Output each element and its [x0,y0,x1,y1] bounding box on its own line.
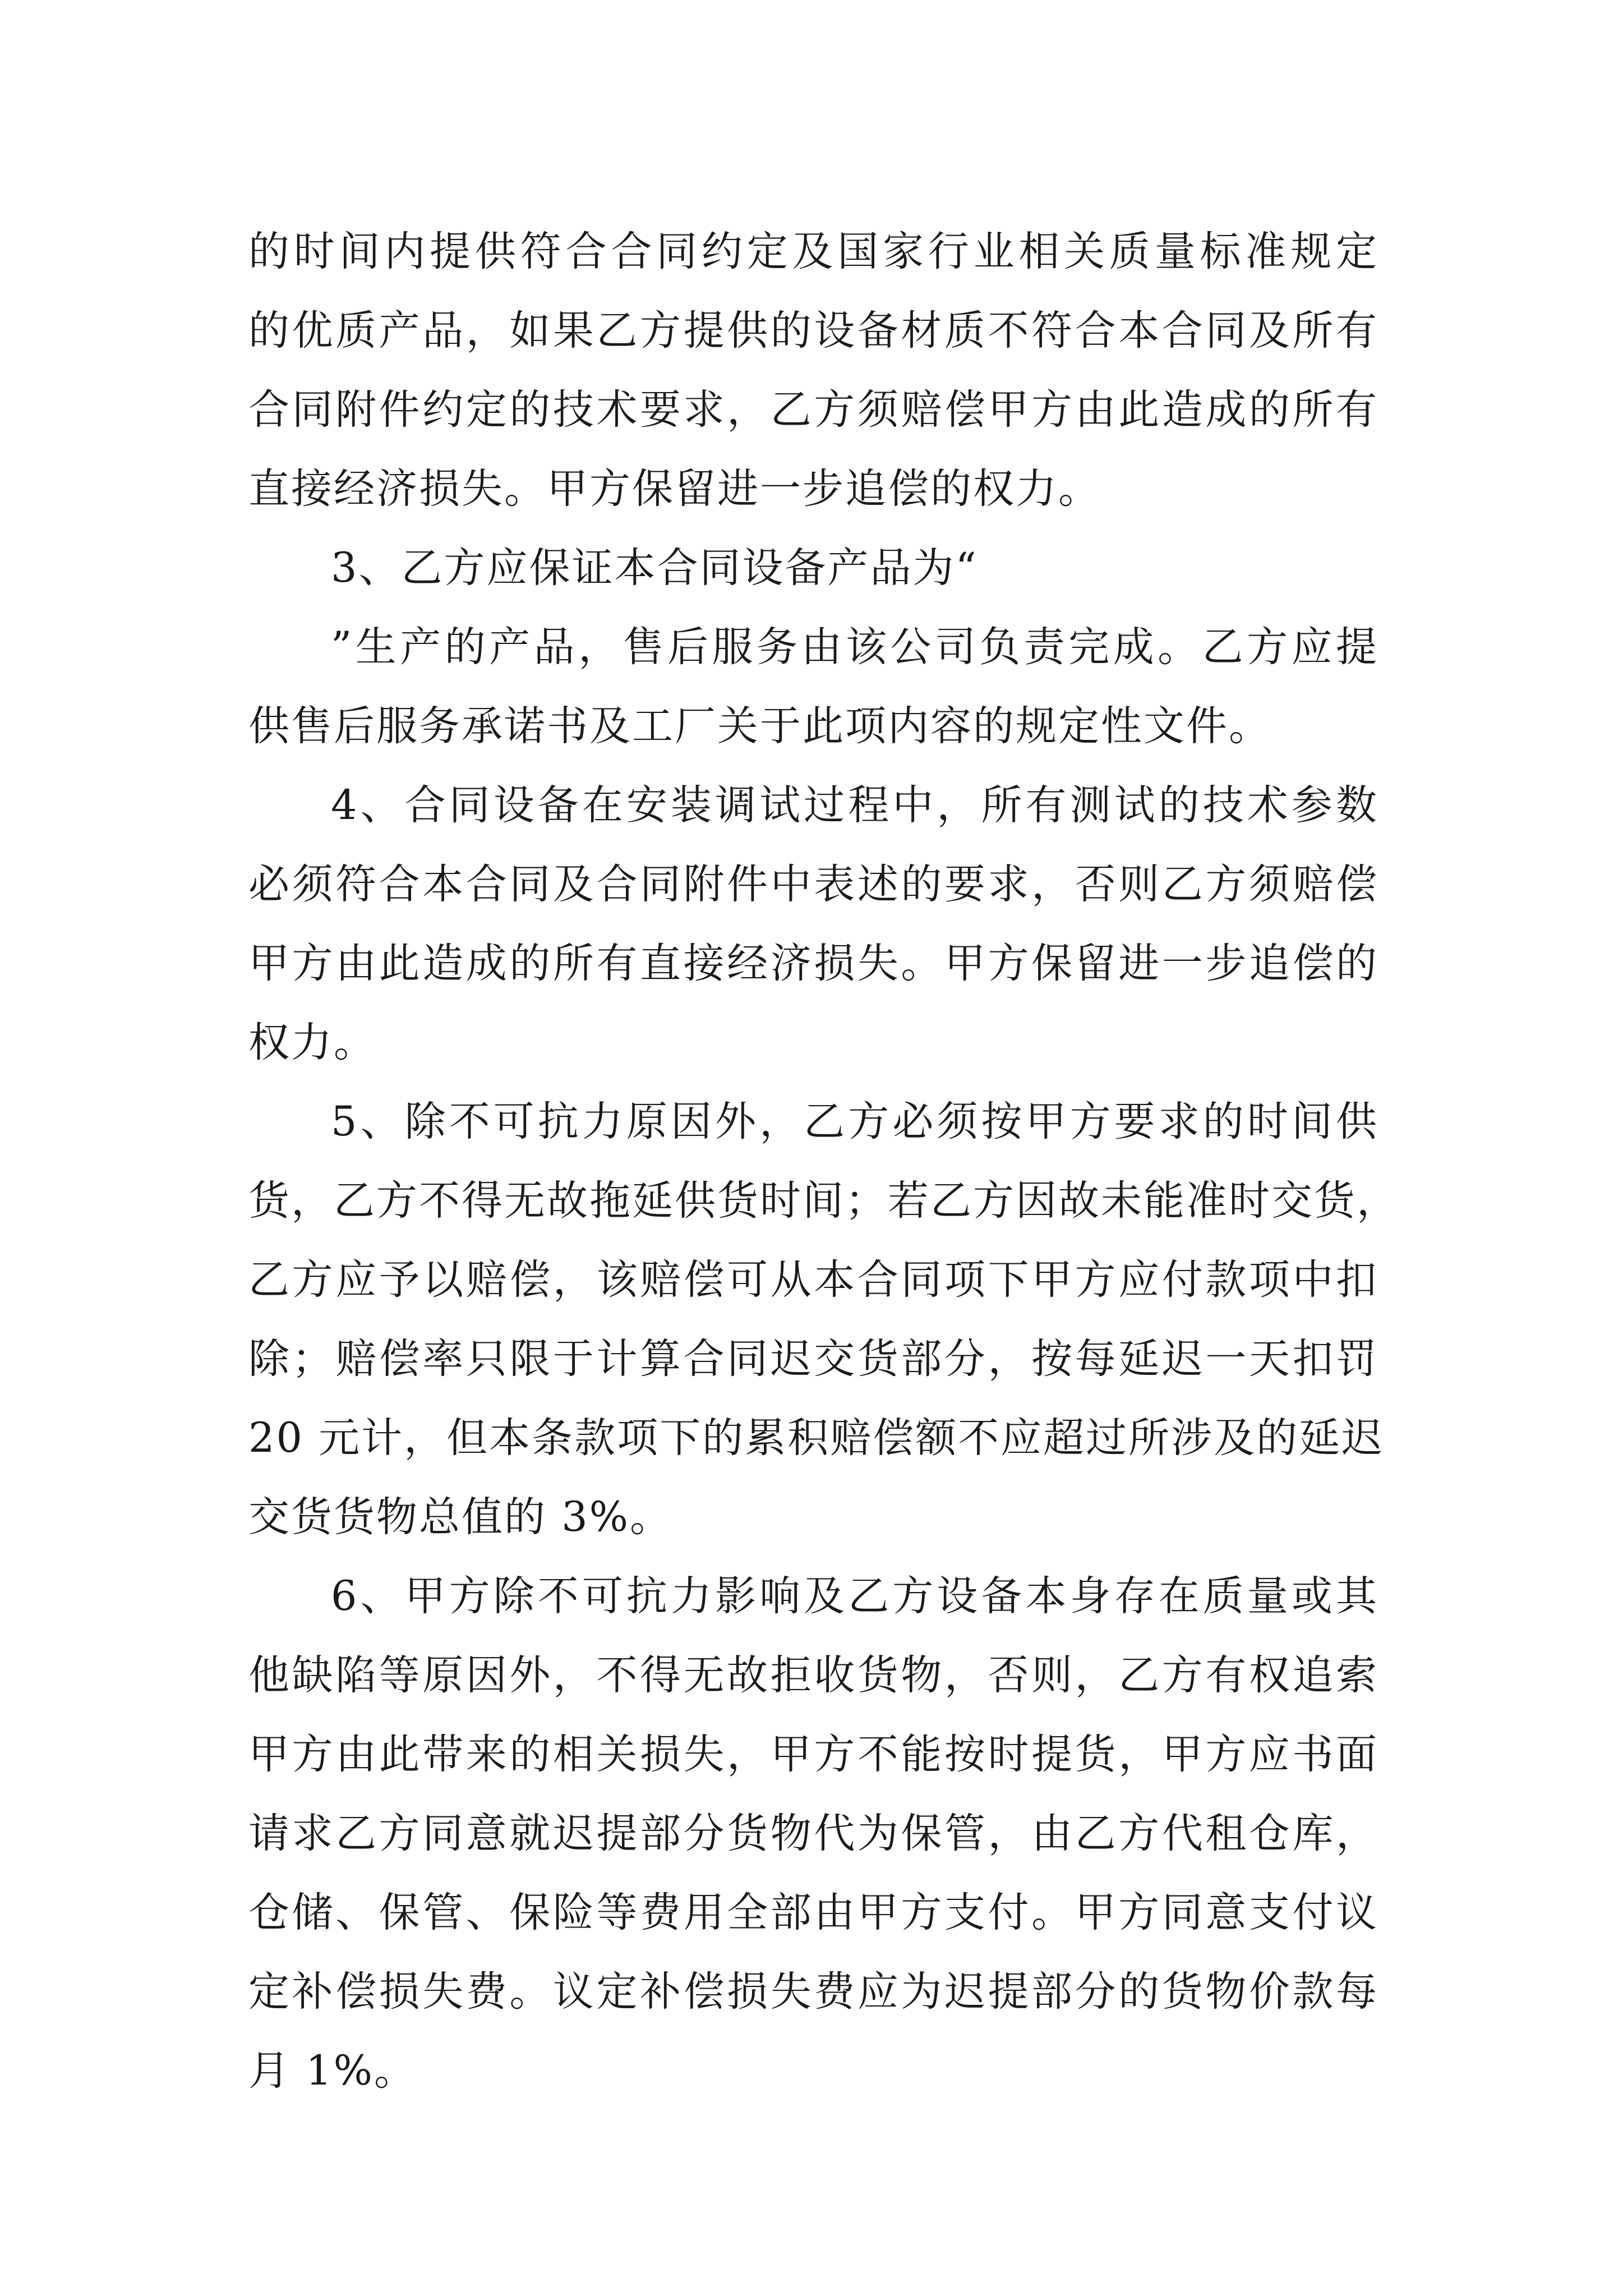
text-line: 20 元计，但本条款项下的累积赔偿额不应超过所涉及的延迟 [248,1414,1385,1462]
text-line: 供售后服务承诺书及工厂关于此项内容的规定性文件。 [248,702,1271,750]
text-line: 4、合同设备在安装调试过程中，所有测试的技术参数 [331,781,1378,829]
text-line: 他缺陷等原因外，不得无故拒收货物，否则，乙方有权追索 [248,1651,1378,1699]
text-line: 6、甲方除不可抗力影响及乙方设备本身存在质量或其 [331,1572,1378,1620]
text-line: 货，乙方不得无故拖延供货时间；若乙方因故未能准时交货， [248,1177,1399,1225]
paragraph-continuation [248,212,1378,528]
text-line: 5、除不可抗力原因外，乙方必须按甲方要求的时间供 [331,1098,1378,1145]
text-line: 直接经济损失。甲方保留进一步追偿的权力。 [248,465,1101,513]
clause-5 [248,1082,1399,1557]
text-line: 请求乙方同意就迟提部分货物代为保管，由乙方代租仓库， [248,1810,1378,1857]
text-line: 乙方应予以赔偿，该赔偿可从本合同项下甲方应付款项中扣 [248,1256,1378,1304]
clause-3 [248,528,1378,766]
text-line: 的时间内提供符合合同约定及国家行业相关质量标准规定 [248,228,1378,275]
text-line: 3、乙方应保证本合同设备产品为“ [331,544,978,592]
text-line: 定补偿损失费。议定补偿损失费应为迟提部分的货物价款每 [248,1968,1378,2016]
clause-6 [248,1557,1378,2110]
text-line: 甲方由此造成的所有直接经济损失。甲方保留进一步追偿的 [248,940,1378,987]
clause-4 [248,766,1378,1082]
text-line: 除；赔偿率只限于计算合同迟交货部分，按每延迟一天扣罚 [248,1335,1378,1383]
text-line: 必须符合本合同及合同附件中表述的要求，否则乙方须赔偿 [248,861,1378,908]
text-line: 甲方由此带来的相关损失，甲方不能按时提货，甲方应书面 [248,1731,1378,1778]
contract-text [248,212,1399,2110]
text-line: 的优质产品，如果乙方提供的设备材质不符合本合同及所有 [248,307,1378,355]
text-line: 权力。 [248,1019,376,1066]
text-line: 交货货物总值的 3%。 [248,1493,673,1541]
text-line: 合同附件约定的技术要求，乙方须赔偿甲方由此造成的所有 [248,386,1378,434]
text-line: ”生产的产品，售后服务由该公司负责完成。乙方应提 [331,623,1378,671]
text-line: 仓储、保管、保险等费用全部由甲方支付。甲方同意支付议 [248,1889,1378,1936]
text-line: 月 1%。 [248,2047,417,2095]
